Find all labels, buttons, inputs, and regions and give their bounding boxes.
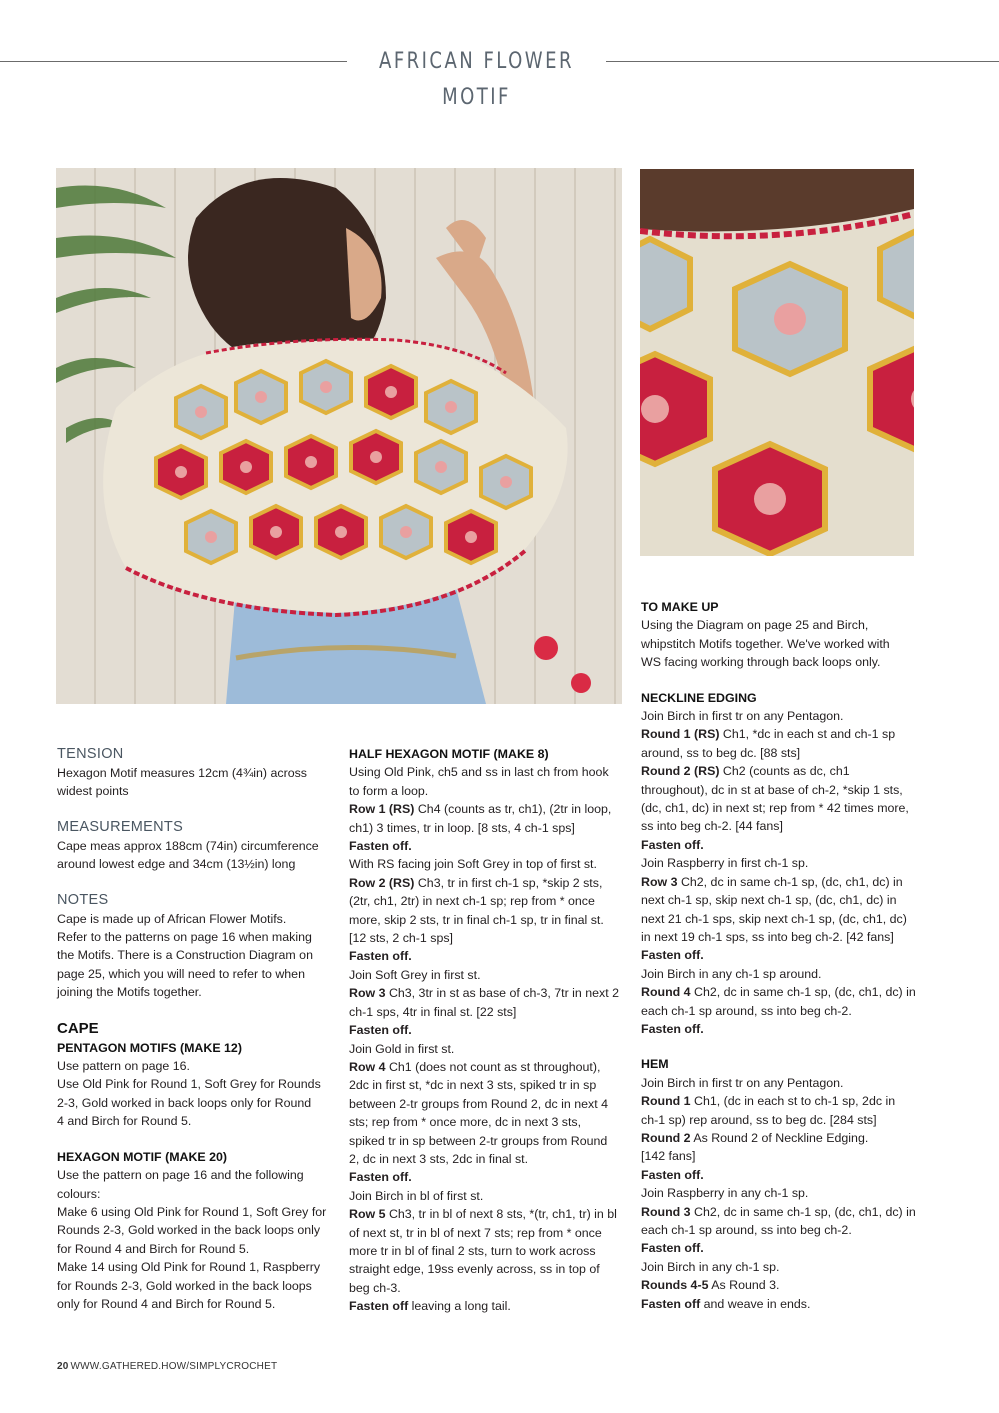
instruction-line (349, 1132, 629, 1150)
footer-url[interactable]: WWW.GATHERED.HOW/SIMPLYCROCHET (70, 1361, 278, 1372)
instruction-label: Fasten off. (349, 949, 412, 964)
instruction-text: Ch3, tr in first ch-1 sp, *skip 2 sts, (414, 875, 603, 890)
instruction-label: Fasten off. (641, 948, 704, 963)
instruction-line (641, 965, 921, 983)
instruction-line (641, 1092, 921, 1110)
instruction-line (349, 947, 629, 965)
instruction-label: Row 2 (RS) (349, 875, 415, 890)
instruction-line (641, 891, 921, 909)
header-rule-right (606, 61, 999, 62)
instruction-line (349, 966, 629, 984)
instruction-text: Ch2, dc in same ch-1 sp, (dc, ch1, dc) in (690, 985, 916, 1000)
instruction-line (641, 1020, 921, 1038)
instruction-text: of next st, tr in bl of next 7 sts; rep from * once (349, 1225, 602, 1240)
instruction-label: Round 4 (641, 985, 691, 1000)
instruction-line (349, 929, 629, 947)
instruction-line (349, 1297, 629, 1315)
tension-text: Hexagon Motif measures 12cm (4¾in) across widest points (57, 766, 307, 799)
instruction-line (349, 1168, 629, 1186)
instruction-text: Ch1, *dc in each st and ch-1 sp (719, 727, 896, 742)
instruction-line (641, 928, 921, 946)
instruction-label: Round 1 (RS) (641, 727, 720, 742)
instruction-line (349, 1040, 629, 1058)
instruction-text: Using Old Pink, ch5 and ss in last ch from hook (349, 765, 609, 780)
instruction-line (641, 1258, 921, 1276)
instruction-line (641, 1002, 921, 1020)
instruction-line (349, 1205, 629, 1223)
instruction-text: 2dc in first st, *dc in next 3 sts, spiked tr in sp (349, 1078, 597, 1093)
instruction-label: Rounds 4-5 (641, 1278, 709, 1293)
half-hexagon-instructions (349, 763, 629, 1315)
instruction-text: Ch2 (counts as dc, ch1 (719, 764, 850, 779)
hexagon-text: Use the pattern on page 16 and the following colours: Make 6 using Old Pink for Round 1, Soft Grey for Rounds 2-3, Gold worked in the back loops only for Round 4 and Birch for Round 5. Make 14 using Old Pink for Round 1, Raspberry for Rounds 2-3, Gold worked in the back loops only for Round 4 and Birch for Round 5. (57, 1168, 327, 1311)
instruction-text: Join Raspberry in first ch-1 sp. (641, 856, 809, 871)
instruction-line (641, 1147, 921, 1165)
make-up-text: Using the Diagram on page 25 and Birch, whipstitch Motifs together. We've worked with WS facing working through back loops only. (641, 618, 890, 670)
page-number: 20 (57, 1361, 69, 1372)
instruction-label: Row 5 (349, 1207, 386, 1222)
column-3 (641, 598, 921, 1313)
instruction-text: Join Birch in any ch-1 sp around. (641, 966, 822, 981)
instruction-text: more tr in bl of final 2 sts, turn to work across (349, 1243, 596, 1258)
instruction-line (641, 873, 921, 891)
instruction-label: Fasten off. (349, 839, 412, 854)
instruction-text: around, ss to beg dc. [88 sts] (641, 745, 801, 760)
main-photo-illustration (56, 168, 622, 704)
hexagon-heading: HEXAGON MOTIF (MAKE 20) (57, 1149, 228, 1164)
instruction-label: Round 2 (641, 1130, 691, 1145)
instruction-label: Fasten off (349, 1299, 409, 1314)
instruction-line (349, 1150, 629, 1168)
instruction-text: As Round 2 of Neckline Edging. (690, 1130, 869, 1145)
make-up-heading: TO MAKE UP (641, 600, 719, 614)
instruction-line (641, 910, 921, 928)
instruction-text: more, skip 2 sts, tr in final ch-1 sp, tr in final st. (349, 912, 604, 927)
instruction-text: (2tr, ch1, 2tr) in next ch-1 sp; rep from * once (349, 894, 595, 909)
instruction-line (349, 1058, 629, 1076)
instruction-line (641, 762, 921, 780)
column-1 (57, 745, 337, 1313)
instruction-line (641, 707, 921, 725)
instruction-line (349, 1260, 629, 1278)
instruction-line (349, 1113, 629, 1131)
instruction-line (349, 1279, 629, 1297)
instruction-label: Fasten off. (349, 1170, 412, 1185)
instruction-text: Ch3, 3tr in st as base of ch-3, 7tr in next 2 (385, 986, 619, 1001)
instruction-line (349, 819, 629, 837)
instruction-label: Fasten off (641, 1296, 701, 1311)
instruction-label: Row 3 (349, 986, 386, 1001)
instruction-text: leaving a long tail. (408, 1299, 511, 1314)
instruction-line (349, 855, 629, 873)
pentagon-heading: PENTAGON MOTIFS (MAKE 12) (57, 1040, 242, 1055)
instruction-text: each ch-1 sp around, ss into beg ch-2. (641, 1003, 852, 1018)
instruction-line (349, 984, 629, 1002)
instruction-label: Round 1 (641, 1094, 691, 1109)
instruction-line (349, 782, 629, 800)
instruction-label: Row 1 (RS) (349, 802, 415, 817)
instruction-line (349, 1224, 629, 1242)
instruction-text: [142 fans] (641, 1149, 696, 1164)
main-photo (56, 168, 622, 704)
page-title: AFRICAN FLOWER MOTIF (379, 49, 574, 110)
instruction-text: Join Gold in first st. (349, 1041, 455, 1056)
instruction-line (641, 836, 921, 854)
instruction-line (641, 1184, 921, 1202)
instruction-line (641, 1129, 921, 1147)
instruction-line (641, 1166, 921, 1184)
instruction-line (641, 1111, 921, 1129)
notes-heading: NOTES (57, 891, 109, 908)
instruction-text: and weave in ends. (700, 1296, 811, 1311)
instruction-text: Join Raspberry in any ch-1 sp. (641, 1186, 809, 1201)
instruction-text: Ch3, tr in bl of next 8 sts, *(tr, ch1, tr) in bl (385, 1207, 617, 1222)
instruction-label: Fasten off. (641, 837, 704, 852)
instruction-text: Join Birch in first tr on any Pentagon. (641, 1075, 844, 1090)
instruction-label: Fasten off. (641, 1021, 704, 1036)
instruction-text: ch-1 sp) rep around, ss to beg dc. [284 sts] (641, 1112, 877, 1127)
instruction-text: As Round 3. (708, 1278, 780, 1293)
instruction-text: Ch2, dc in same ch-1 sp, (dc, ch1, dc) in (690, 1204, 916, 1219)
instruction-line (641, 1239, 921, 1257)
instruction-text: next 21 ch-1 sps, skip next ch-1 sp, (dc, ch1, dc) (641, 911, 907, 926)
instruction-line (641, 817, 921, 835)
instruction-label: Fasten off. (641, 1167, 704, 1182)
instruction-line (349, 874, 629, 892)
instruction-line (641, 725, 921, 743)
instruction-text: Join Birch in first tr on any Pentagon. (641, 709, 844, 724)
instruction-text: Ch1, (dc in each st to ch-1 sp, 2dc in (690, 1094, 896, 1109)
instruction-line (641, 781, 921, 799)
instruction-line (641, 1276, 921, 1294)
instruction-line (641, 799, 921, 817)
instruction-text: 2, dc in next 3 sts, 2dc in final st. (349, 1151, 529, 1166)
instruction-line (349, 763, 629, 781)
detail-photo (640, 169, 914, 556)
instruction-label: Fasten off. (349, 1023, 412, 1038)
instruction-line (349, 1021, 629, 1039)
instruction-text: throughout), dc in st at base of ch-2, *skip 1 sts, (641, 782, 903, 797)
instruction-line (349, 800, 629, 818)
instruction-text: Ch1 (does not count as st throughout), (385, 1059, 601, 1074)
instruction-line (641, 983, 921, 1001)
instruction-text: Ch2, dc in same ch-1 sp, (dc, ch1, dc) in (677, 874, 903, 889)
tension-heading: TENSION (57, 746, 124, 762)
instruction-text: Join Birch in bl of first st. (349, 1188, 484, 1203)
instruction-line (641, 854, 921, 872)
column-2 (349, 745, 629, 1316)
instruction-text: ch1) 3 times, tr in loop. [8 sts, 4 ch-1 sps] (349, 820, 575, 835)
instruction-text: next ch-1 sp, skip next ch-1 sp, (dc, ch1, dc) in (641, 893, 897, 908)
instruction-line (349, 1242, 629, 1260)
instruction-label: Round 3 (641, 1204, 691, 1219)
instruction-line (349, 1095, 629, 1113)
instruction-text: Join Birch in any ch-1 sp. (641, 1259, 780, 1274)
page-footer (57, 1361, 277, 1372)
instruction-label: Row 3 (641, 874, 678, 889)
instruction-line (349, 1003, 629, 1021)
instruction-text: ss into beg ch-2. [44 fans] (641, 819, 783, 834)
neckline-instructions (641, 707, 921, 1038)
instruction-text: [12 sts, 2 ch-1 sps] (349, 931, 453, 946)
header-rule-left (0, 61, 347, 62)
instruction-text: Ch4 (counts as tr, ch1), (2tr in loop, (414, 802, 612, 817)
instruction-text: each ch-1 sp around, ss into beg ch-2. (641, 1223, 852, 1237)
measurements-text: Cape meas approx 188cm (74in) circumference around lowest edge and 34cm (13½in) long (57, 838, 319, 872)
instruction-text: straight edge, 19ss evenly across, ss in top of (349, 1262, 600, 1277)
instruction-label: Fasten off. (641, 1241, 704, 1256)
measurements-heading: MEASUREMENTS (57, 818, 184, 835)
instruction-label: Round 2 (RS) (641, 764, 720, 779)
instruction-line (641, 946, 921, 964)
instruction-text: between 2-tr groups from Round 2, dc in next 4 (349, 1096, 608, 1111)
instruction-text: beg ch-3. (349, 1280, 401, 1295)
instruction-line (641, 1221, 921, 1239)
half-hexagon-heading: HALF HEXAGON MOTIF (MAKE 8) (349, 747, 549, 761)
instruction-line (641, 1295, 921, 1313)
pentagon-text: Use pattern on page 16. Use Old Pink for Round 1, Soft Grey for Rounds 2-3, Gold worked in back loops only for Round 4 and Birch for Round 5. (57, 1059, 321, 1129)
instruction-line (349, 911, 629, 929)
instruction-line (641, 744, 921, 762)
neckline-heading: NECKLINE EDGING (641, 690, 757, 705)
instruction-line (641, 1074, 921, 1092)
instruction-line (349, 1187, 629, 1205)
notes-text: Cape is made up of African Flower Motifs. Refer to the patterns on page 16 when making the Motifs. There is a Construction Diagram on page 25, which you will need to refer to when joining the Motifs together. (57, 911, 313, 1000)
instruction-text: spiked tr in sp between 2-tr groups from Round (349, 1133, 608, 1148)
instruction-line (641, 1203, 921, 1221)
instruction-text: ch-1 sps, 4tr in final st. [22 sts] (349, 1004, 517, 1019)
instruction-text: in next 19 ch-1 sps, ss into beg ch-2. [42 fans] (641, 929, 894, 944)
hem-heading: HEM (641, 1057, 669, 1072)
cape-heading: CAPE (57, 1019, 99, 1037)
hem-instructions (641, 1074, 921, 1313)
instruction-text: (dc, ch1, dc) in next st; rep from * 42 times more, (641, 801, 909, 816)
instruction-line (349, 892, 629, 910)
instruction-line (349, 837, 629, 855)
detail-photo-illustration (640, 169, 914, 556)
instruction-label: Row 4 (349, 1059, 386, 1074)
instruction-text: With RS facing join Soft Grey in top of first st. (349, 857, 597, 872)
instruction-text: Join Soft Grey in first st. (349, 967, 481, 982)
instruction-text: to form a loop. (349, 783, 429, 798)
instruction-text: sts; rep from * once more, dc in next 3 sts, (349, 1115, 582, 1130)
instruction-line (349, 1076, 629, 1094)
